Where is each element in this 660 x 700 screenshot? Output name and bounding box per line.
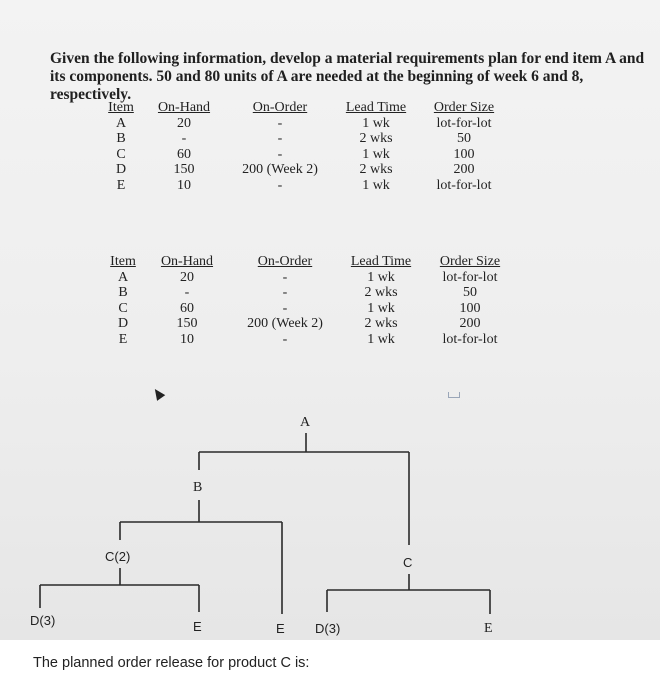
cell: 20 xyxy=(180,269,194,285)
cell: 10 xyxy=(177,177,191,193)
cell: lot-for-lot xyxy=(442,269,498,285)
cell: - xyxy=(282,331,288,347)
question-prompt: The planned order release for product C is: xyxy=(33,655,310,671)
cell: 200 (Week 2) xyxy=(247,316,323,331)
node-e-left: E xyxy=(193,619,202,634)
cell: 200 xyxy=(453,162,475,177)
cell: 1 wk xyxy=(362,115,390,131)
cell: 150 xyxy=(176,316,198,331)
header-item: Item xyxy=(110,254,136,269)
header-on-order: On-Order xyxy=(252,100,308,115)
cell: lot-for-lot xyxy=(442,331,498,347)
node-e-right: E xyxy=(484,621,493,636)
header-order-size: Order Size xyxy=(433,100,495,115)
cell: - xyxy=(277,115,283,131)
cell: 1 wk xyxy=(367,269,395,285)
cell: 60 xyxy=(177,146,191,162)
cell: E xyxy=(118,331,128,347)
cell: E xyxy=(116,177,126,193)
cell: 100 xyxy=(453,146,475,162)
cell: 2 wks xyxy=(359,131,393,146)
cell: C xyxy=(116,146,126,162)
cell: D xyxy=(115,162,127,177)
node-d3-mid: D(3) xyxy=(315,621,341,636)
cell: - xyxy=(184,285,190,300)
header-on-order: On-Order xyxy=(257,254,313,269)
header-on-hand: On-Hand xyxy=(157,100,211,115)
cell: - xyxy=(277,177,283,193)
header-lead-time: Lead Time xyxy=(350,254,412,269)
cell: 2 wks xyxy=(364,285,398,300)
cell: 60 xyxy=(180,300,194,316)
cell: B xyxy=(116,131,126,146)
node-a: A xyxy=(300,415,311,430)
cell: 2 wks xyxy=(364,316,398,331)
problem-statement: Given the following information, develop a material requirements plan for end item A and its components. 50 and 80 units of A are needed at the beginning of week 6 and 8, respectively. xyxy=(50,50,645,103)
cell: A xyxy=(117,269,129,285)
cell: 1 wk xyxy=(367,331,395,347)
cell: - xyxy=(181,131,187,146)
cell: 20 xyxy=(177,115,191,131)
cell: 10 xyxy=(180,331,194,347)
cell: - xyxy=(282,300,288,316)
cell: 50 xyxy=(457,131,471,146)
cell: 1 wk xyxy=(362,177,390,193)
cell: B xyxy=(118,285,128,300)
cell: 150 xyxy=(173,162,195,177)
cell: 50 xyxy=(463,285,477,300)
cell: C xyxy=(118,300,128,316)
cell: - xyxy=(282,285,288,300)
cell: A xyxy=(115,115,127,131)
header-item: Item xyxy=(108,100,134,115)
node-d3-left: D(3) xyxy=(30,613,56,628)
cell: - xyxy=(277,146,283,162)
cell: 200 (Week 2) xyxy=(242,162,318,177)
cell: - xyxy=(277,131,283,146)
cell: lot-for-lot xyxy=(436,115,492,131)
cell: 1 wk xyxy=(362,146,390,162)
cell: 200 xyxy=(459,316,481,331)
header-order-size: Order Size xyxy=(439,254,501,269)
header-on-hand: On-Hand xyxy=(160,254,214,269)
cell: - xyxy=(282,269,288,285)
cell: 1 wk xyxy=(367,300,395,316)
node-e-mid: E xyxy=(276,621,285,636)
node-b: B xyxy=(193,480,203,495)
node-c: C xyxy=(403,555,413,570)
cell: 2 wks xyxy=(359,162,393,177)
cell: 100 xyxy=(459,300,481,316)
cell: lot-for-lot xyxy=(436,177,492,193)
cell: D xyxy=(117,316,129,331)
node-c2: C(2) xyxy=(105,549,131,564)
header-lead-time: Lead Time xyxy=(345,100,407,115)
